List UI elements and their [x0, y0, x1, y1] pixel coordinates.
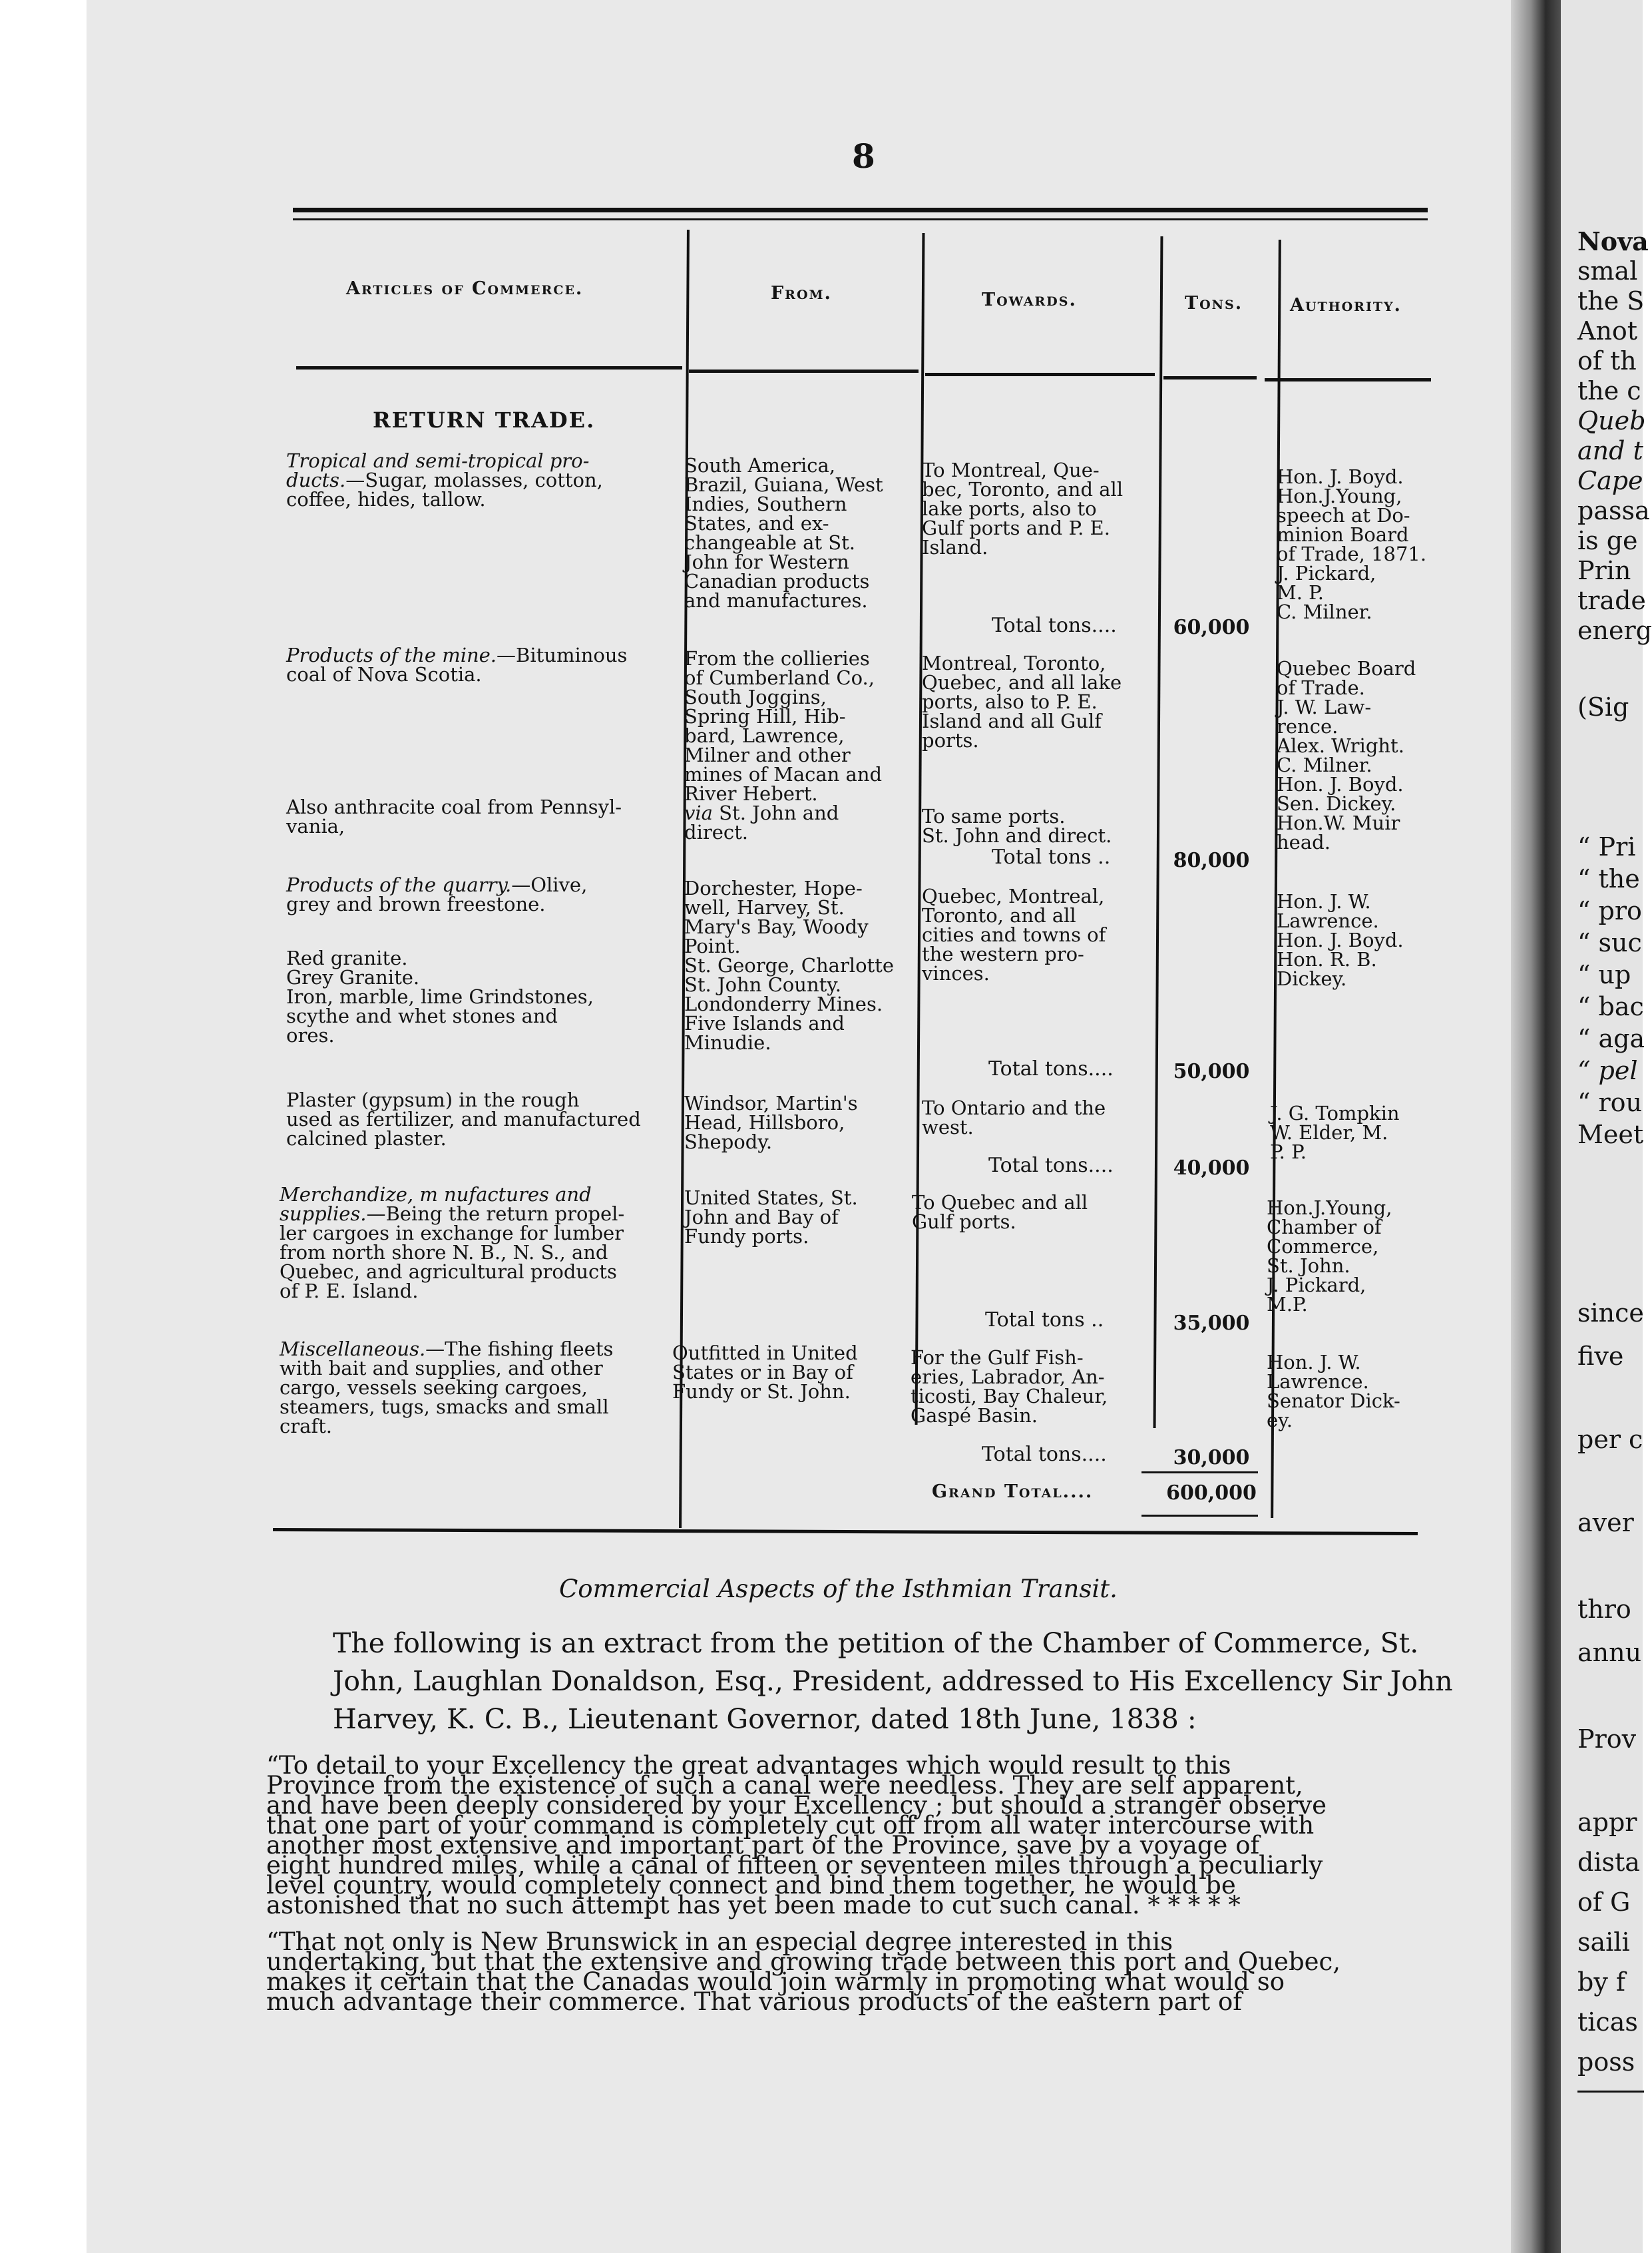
- right-frag-26: five: [1577, 1342, 1624, 1371]
- right-frag-15: “ Pri: [1577, 832, 1636, 862]
- row1-article: [286, 451, 603, 509]
- row6-article-goods: —The fishing fleets with bait and supplies, and other cargo, vessels seeking cargoes, steamers, tugs, smacks and small craft.: [280, 1338, 614, 1437]
- header-from: From.: [771, 283, 832, 304]
- row3-article-extra: Red granite. Grey Granite. Iron, marble, lime Grindstones, scythe and whet stones and ores.: [286, 947, 594, 1047]
- right-frag-23: “ rou: [1577, 1088, 1643, 1117]
- right-frag-33: dista: [1577, 1848, 1640, 1877]
- row2-tons: 80,000: [1173, 849, 1250, 872]
- row1-towards: To Montreal, Que- bec, Toronto, and all lake ports, also to Gulf ports and P. E. Island.: [922, 459, 1124, 559]
- row2-from: From the collieries of Cumberland Co., South Joggins, Spring Hill, Hib- bard, Lawrence, Milner and other mines of Macan and River Hebert.: [684, 647, 883, 805]
- right-page-footnote-rule: [1577, 2091, 1644, 2093]
- row4-total-label: Total tons....: [988, 1154, 1114, 1177]
- right-frag-27: per c: [1577, 1425, 1643, 1454]
- right-frag-30: annu: [1577, 1638, 1642, 1667]
- page-number: 8: [852, 136, 875, 176]
- right-frag-8: Cape: [1577, 466, 1643, 495]
- row2-towards-extra: To same ports. St. John and direct.: [922, 805, 1112, 847]
- right-frag-10: is ge: [1577, 526, 1638, 555]
- row1-from: South America, Brazil, Guiana, West Indies, Southern States, and ex- changeable at St. John for Western Canadian products and manufactures.: [684, 454, 883, 612]
- row3-article: [286, 876, 587, 914]
- header-rule-towards: [925, 373, 1155, 376]
- book-gutter: [1511, 0, 1561, 2253]
- row2-from-direct: St. John and direct.: [684, 802, 839, 844]
- right-frag-14: (Sig: [1577, 692, 1629, 722]
- row3-article-category: Products of the quarry.: [286, 874, 512, 896]
- right-frag-7: and t: [1577, 436, 1643, 465]
- row4-tons: 40,000: [1173, 1156, 1250, 1180]
- row5-article: [280, 1185, 624, 1301]
- row2-from-via: via: [684, 802, 713, 824]
- row5-article-goods: —Being the return propel- ler cargoes in exchange for lumber from north shore N. B., N. S., and Quebec, and agricultural products of P. E. Island.: [280, 1202, 625, 1302]
- petition-quote-2: “That not only is New Brunswick in an especial degree interested in this undertaking, but that the extensive and growing trade between this port and Quebec, makes it certain that the Canadas would join warmly in promoting what would so much advantage their commerce. That various products of the eastern part of: [266, 1927, 1341, 2016]
- row5-from: United States, St. John and Bay of Fundy ports.: [684, 1186, 858, 1248]
- row2-article-goods: —Bituminous coal of Nova Scotia.: [286, 644, 628, 686]
- right-frag-0: Nova: [1577, 226, 1649, 256]
- row6-tons: 30,000: [1173, 1446, 1250, 1469]
- right-frag-36: by f: [1577, 1967, 1625, 1997]
- right-page-fragment: [1561, 0, 1652, 2253]
- right-frag-38: poss: [1577, 2047, 1635, 2077]
- row2-total-label: Total tons ..: [992, 846, 1111, 869]
- right-frag-11: Prin: [1577, 556, 1631, 585]
- grand-total-value: 600,000: [1166, 1481, 1257, 1505]
- right-frag-1: smal: [1577, 256, 1638, 286]
- right-frag-16: “ the: [1577, 864, 1640, 893]
- row6-from: Outfitted in United States or in Bay of Fundy or St. John.: [672, 1342, 858, 1403]
- row6-authority: Hon. J. W. Lawrence. Senator Dick- ey.: [1267, 1351, 1400, 1431]
- row3-tons: 50,000: [1173, 1060, 1250, 1083]
- right-frag-24: Meet: [1577, 1120, 1644, 1149]
- table-top-rule-thin: [293, 218, 1428, 220]
- header-tons: Tons.: [1185, 293, 1243, 314]
- right-frag-37: ticas: [1577, 2007, 1638, 2037]
- right-frag-2: the S: [1577, 286, 1645, 316]
- header-authority: Authority.: [1290, 295, 1402, 316]
- petition-quote-1: “To detail to your Excellency the great advantages which would result to this Province from the existence of such a canal were needless. They are self apparent, and have been deeply considered by your Excellency ; but should a stranger observe that one part of your command is completely cut off from all water intercourse with another most extensive and important part of the Province, save by a voyage of eight hundred miles, while a canal of fifteen or seventeen miles through a peculiarly level country, would completely connect and bind them together, he would be astonished that no such attempt has yet been made to cut such canal. * * * * *: [266, 1751, 1327, 1919]
- right-frag-19: “ up: [1577, 960, 1631, 989]
- right-frag-12: trade: [1577, 586, 1646, 615]
- intro-paragraph: The following is an extract from the petition of the Chamber of Commerce, St. John, Laughlan Donaldson, Esq., President, addressed to His Excellency Sir John Harvey, K. C. B., Lieutenant Governor, dated 18th June, 1838 :: [333, 1627, 1453, 1735]
- row5-towards: To Quebec and all Gulf ports.: [912, 1191, 1088, 1233]
- row1-article-goods: —Sugar, molasses, cotton, coffee, hides, tallow.: [286, 469, 603, 511]
- row2-article-anthracite: Also anthracite coal from Pennsyl- vania,: [286, 796, 622, 838]
- row3-authority: Hon. J. W. Lawrence. Hon. J. Boyd. Hon. R. B. Dickey.: [1277, 890, 1404, 990]
- grand-total-rule-top: [1141, 1471, 1258, 1473]
- right-frag-29: thro: [1577, 1595, 1631, 1624]
- right-frag-9: passa: [1577, 496, 1650, 525]
- header-towards: Towards.: [982, 290, 1077, 310]
- row3-towards: Quebec, Montreal, Toronto, and all cities and towns of the western pro- vinces.: [922, 885, 1106, 985]
- row2-article-category: Products of the mine.: [286, 644, 497, 666]
- row6-article-category: Miscellaneous.: [280, 1338, 426, 1360]
- right-frag-22: “ pel: [1577, 1056, 1638, 1085]
- row4-from: Windsor, Martin's Head, Hillsboro, Shepody.: [684, 1092, 858, 1153]
- right-frag-21: “ aga: [1577, 1024, 1645, 1053]
- row6-towards: For the Gulf Fish- eries, Labrador, An- ticosti, Bay Chaleur, Gaspé Basin.: [911, 1346, 1108, 1427]
- grand-total-label: Grand Total....: [932, 1481, 1094, 1502]
- row5-article-category: Merchandize, m nufactures and supplies.: [280, 1183, 592, 1225]
- row5-authority: Hon.J.Young, Chamber of Commerce, St. John. J. Pickard, M.P.: [1267, 1196, 1392, 1316]
- right-frag-5: the c: [1577, 376, 1641, 405]
- row4-towards: To Ontario and the west.: [922, 1097, 1106, 1138]
- right-frag-32: appr: [1577, 1808, 1637, 1837]
- row5-total-label: Total tons ..: [985, 1308, 1104, 1332]
- row5-tons: 35,000: [1173, 1312, 1250, 1335]
- row1-article-category: Tropical and semi-tropical pro- ducts.: [286, 449, 590, 491]
- row2-article: [286, 646, 627, 684]
- right-frag-17: “ pro: [1577, 896, 1642, 925]
- row6-total-label: Total tons....: [982, 1443, 1107, 1466]
- right-frag-34: of G: [1577, 1887, 1631, 1917]
- row4-authority: J. G. Tompkin W. Elder, M. P. P.: [1270, 1102, 1400, 1163]
- header-rule-authority: [1265, 378, 1431, 381]
- right-frag-6: Queb: [1577, 406, 1646, 435]
- right-frag-31: Prov: [1577, 1724, 1637, 1754]
- row2-towards: Montreal, Toronto, Quebec, and all lake ports, also to P. E. Island and all Gulf ports.: [922, 652, 1122, 752]
- row3-total-label: Total tons....: [988, 1057, 1114, 1081]
- row2-from-extra: [684, 804, 839, 842]
- header-articles: Articles of Commerce.: [346, 278, 584, 299]
- section-subheading: Commercial Aspects of the Isthmian Transit.: [559, 1575, 1118, 1603]
- row4-article: Plaster (gypsum) in the rough used as fertilizer, and manufactured calcined plaster.: [286, 1089, 641, 1150]
- header-rule-tons: [1163, 376, 1257, 379]
- header-rule-articles: [296, 366, 682, 370]
- right-frag-25: since: [1577, 1298, 1644, 1328]
- grand-total-rule-bottom: [1141, 1515, 1258, 1517]
- right-frag-4: of th: [1577, 346, 1637, 376]
- row6-article: [280, 1340, 613, 1436]
- row1-authority: Hon. J. Boyd. Hon.J.Young, speech at Do- minion Board of Trade, 1871. J. Pickard, M. P. C. Milner.: [1277, 465, 1427, 623]
- row3-article-goods: —Olive, grey and brown freestone.: [286, 874, 588, 915]
- right-frag-35: saili: [1577, 1927, 1630, 1957]
- header-rule-from: [689, 370, 919, 373]
- right-frag-3: Anot: [1577, 316, 1638, 346]
- table-top-rule-thick: [293, 208, 1428, 212]
- row3-from: Dorchester, Hope- well, Harvey, St. Mary's Bay, Woody Point. St. George, Charlotte St. John County. Londonderry Mines. Five Islands and Minudie.: [684, 877, 894, 1054]
- row2-authority: Quebec Board of Trade. J. W. Law- rence. Alex. Wright. C. Milner. Hon. J. Boyd. Sen. Dickey. Hon.W. Muir head.: [1277, 657, 1416, 854]
- right-frag-18: “ suc: [1577, 928, 1642, 957]
- section-title: RETURN TRADE.: [373, 407, 596, 433]
- right-frag-13: energ: [1577, 616, 1652, 645]
- row1-tons: 60,000: [1173, 616, 1250, 639]
- row1-total-label: Total tons....: [992, 614, 1117, 637]
- right-frag-28: aver: [1577, 1508, 1634, 1537]
- right-frag-20: “ bac: [1577, 992, 1644, 1021]
